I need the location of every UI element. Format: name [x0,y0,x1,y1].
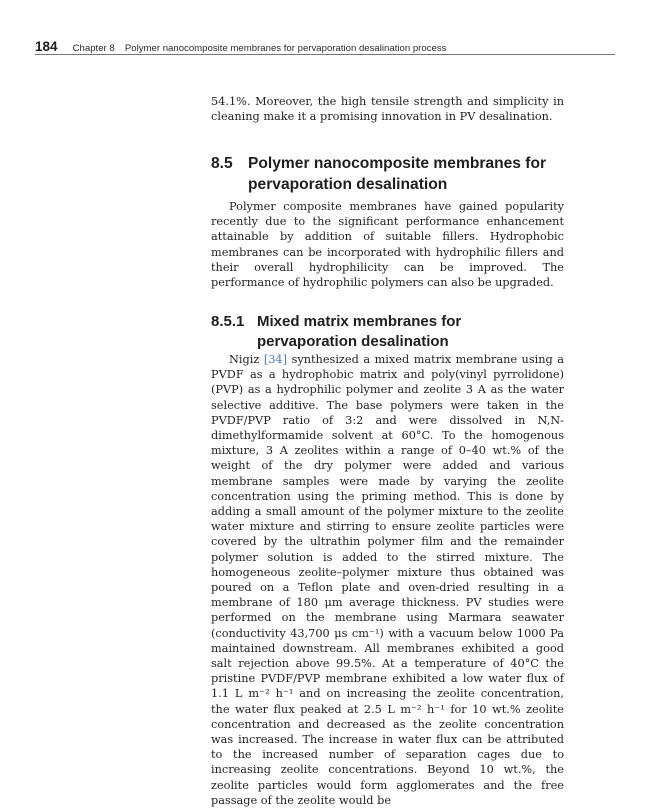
chapter-title: Polymer nanocomposite membranes for pervaporation desalination process [124,43,447,54]
section-title: Polymer nanocomposite membranes for pervaporation desalination [248,155,547,193]
page-number: 184 [35,39,58,54]
section-paragraph-block [211,199,564,290]
chapter-label: Chapter 8 [72,43,115,54]
subsection-paragraph-block [211,352,564,808]
header-divider [35,54,615,55]
subsection-block [211,312,564,352]
subsection-title: Mixed matrix membranes for pervaporation desalination [257,313,462,350]
section-heading [211,153,564,195]
subsection-paragraph [211,352,564,808]
running-head [35,36,615,52]
top-paragraph-block [211,94,564,124]
section-number: 8.5 [211,155,233,172]
para-body: synthesized a mixed matrix membrane using a PVDF as a hydrophobic matrix and poly(vinyl pyrrolidone) (PVP) as a hydrophilic polymer and zeolite 3 A as the water selective additive. The base polymers were taken in the PVDF/PVP ratio of 3:2 and were dissolved in N,N-dimethylformamide solvent at 60°C. To the homogenous mixture, 3 A zeolites within a range of 0–40 wt.% of the weight of the dry polymer were added and various membrane samples were made by varying the zeolite concentration using the priming method. This is done by adding a small amount of the polymer mixture to the zeolite water mixture and stirring to ensure zeolite particles were covered by the ultrathin polymer film and the remainder polymer solution is added to the stirred mixture. The homogeneous zeolite–polymer mixture thus obtained was poured on a Teflon plate and oven-dried resulting in a membrane of 180 μm average thickness. PV studies were performed on the membrane using Marmara seawater (conductivity 43,700 μs cm⁻¹) with a vacuum below 1000 Pa maintained downstream. All membranes exhibited a good salt rejection above 99.5%. At a temperature of 40°C the pristine PVDF/PVP membrane exhibited a low water flux of 1.1 L m⁻² h⁻¹ and on increasing the zeolite concentration, the water flux peaked at 2.5 L m⁻² h⁻¹ for 10 wt.% zeolite concentration and decreased as the zeolite concentration was increased. The increase in water flux can be attributed to the increased number of separation cages due to increasing zeolite concentrations. Beyond 10 wt.%, the zeolite particles would form agglomerates and the free passage of the zeolite would be [211,353,565,807]
section-paragraph: Polymer composite membranes have gained popularity recently due to the significant performance enhancement attainable by addition of suitable fillers. Hydrophobic membranes can be incorporated with hydrophilic fillers and their overall hydrophilicity can be improved. The performance of hydrophilic polymers can also be upgraded. [211,200,564,290]
para-start: Nigiz [229,353,260,366]
subsection-heading [211,312,564,352]
subsection-number: 8.5.1 [211,313,245,330]
top-paragraph: 54.1%. Moreover, the high tensile strength and simplicity in cleaning make it a promising innovation in PV desalination. [211,95,564,124]
citation-link[interactable]: [34] [263,353,288,366]
section-block [211,153,564,195]
